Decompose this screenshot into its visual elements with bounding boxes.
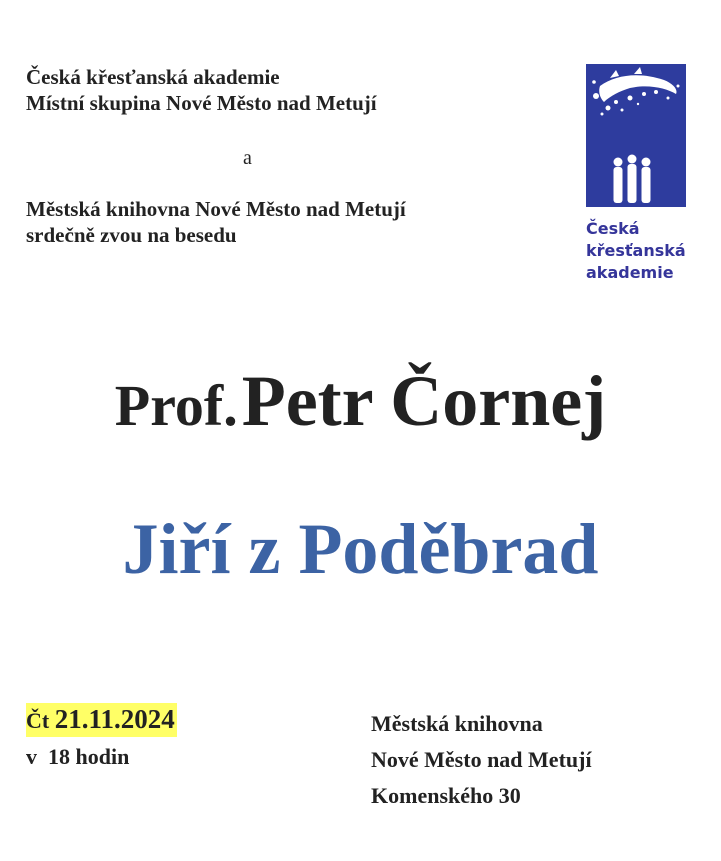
- organizer-line-2: Místní skupina Nové Město nad Metují: [26, 91, 377, 115]
- event-date-block: [26, 703, 177, 775]
- logo-text-line-1: Česká: [586, 219, 640, 238]
- logo-emblem: [586, 64, 686, 207]
- organizer-line-1: Česká křesťanská akademie: [26, 65, 280, 89]
- date-highlight: [26, 703, 177, 737]
- logo-text-line-3: akademie: [586, 263, 674, 282]
- organizer-line-3: Městská knihovna Nové Město nad Metují: [26, 197, 406, 221]
- event-day: Čt: [26, 708, 50, 733]
- venue-line-2: Nové Město nad Metují: [371, 747, 592, 772]
- conjunction-text: a: [243, 147, 252, 169]
- logo-wordmark: [586, 218, 696, 284]
- logo-figures-icon: [586, 64, 686, 207]
- academy-logo: [586, 64, 686, 286]
- organizer-block: [26, 64, 377, 116]
- venue-block: [371, 706, 592, 814]
- event-time: v 18 hodin: [26, 744, 130, 769]
- venue-line-3: Komenského 30: [371, 783, 521, 808]
- speaker-title: Prof.: [114, 373, 238, 438]
- speaker-heading: [0, 360, 721, 443]
- invitation-line: srdečně zvou na besedu: [26, 223, 237, 247]
- library-block: [26, 196, 406, 248]
- venue-line-1: Městská knihovna: [371, 711, 543, 736]
- speaker-name: Petr Čornej: [241, 361, 607, 441]
- lecture-topic: Jiří z Poděbrad: [122, 509, 599, 589]
- logo-text-line-2: křesťanská: [586, 241, 686, 260]
- event-date: 21.11.2024: [54, 704, 175, 734]
